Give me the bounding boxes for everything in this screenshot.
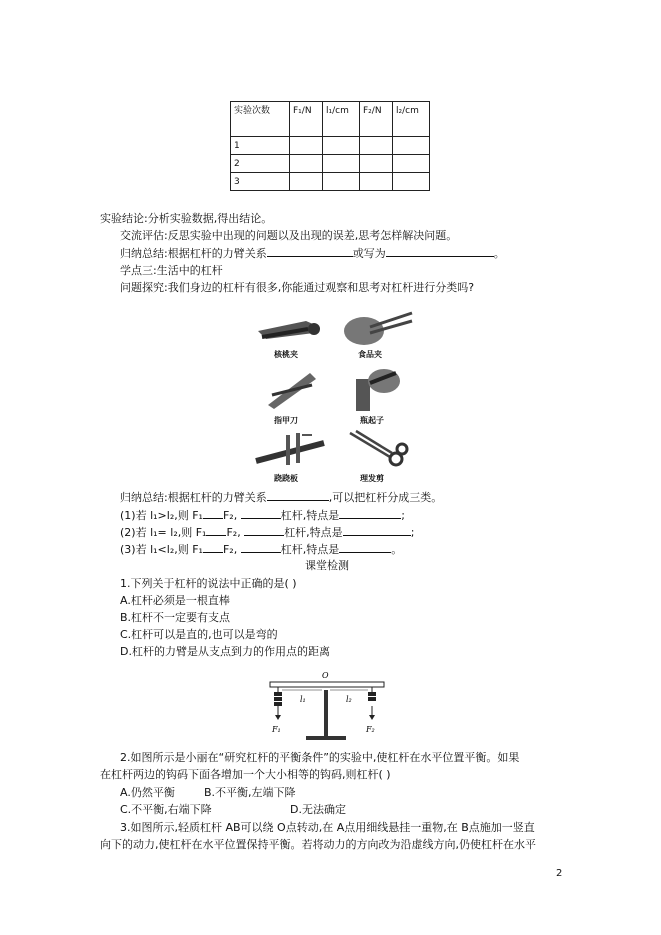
lever-balance-figure bbox=[266, 668, 402, 748]
table-header-cell: F₂/N bbox=[360, 102, 393, 137]
q2-option-c: C.不平衡,右端下降 bbox=[120, 803, 212, 816]
answer-blank bbox=[267, 246, 353, 257]
answer-blank bbox=[386, 246, 494, 257]
answer-blank bbox=[203, 508, 223, 519]
table-header-row bbox=[231, 102, 430, 137]
answer-blank bbox=[203, 542, 223, 553]
figure-label: 瓶起子 bbox=[360, 416, 384, 425]
table-row bbox=[231, 173, 430, 191]
table-cell: 1 bbox=[231, 137, 290, 155]
question-2-line2: 在杠杆两边的钩码下面各增加一个大小相等的钩码,则杠杆( ) bbox=[100, 768, 391, 781]
experiment-table bbox=[230, 101, 430, 191]
food-tongs-image bbox=[340, 307, 416, 349]
page-number: 2 bbox=[556, 868, 563, 879]
test-heading: 课堂检测 bbox=[305, 559, 349, 572]
table-cell: 3 bbox=[231, 173, 290, 191]
table-header-cell: 实验次数 bbox=[231, 102, 290, 137]
answer-blank bbox=[343, 525, 411, 536]
answer-blank bbox=[241, 508, 281, 519]
point3-heading: 学点三:生活中的杠杆 bbox=[120, 264, 223, 277]
table-header-cell: l₁/cm bbox=[323, 102, 360, 137]
force-label-left: F₁ bbox=[272, 725, 281, 734]
table-header-cell: F₁/N bbox=[290, 102, 323, 137]
table-cell: 2 bbox=[231, 155, 290, 173]
q2-option-b: B.不平衡,左端下降 bbox=[204, 786, 296, 799]
nail-clipper-image bbox=[262, 365, 322, 413]
pivot-label: O bbox=[322, 671, 329, 680]
q1-option-a: A.杠杆必须是一根直棒 bbox=[120, 594, 230, 607]
table-row bbox=[231, 155, 430, 173]
arm-label-left: l₁ bbox=[300, 695, 306, 704]
q1-option-b: B.杠杆不一定要有支点 bbox=[120, 611, 231, 624]
figure-label: 跷跷板 bbox=[274, 474, 298, 483]
answer-blank bbox=[339, 542, 391, 553]
q2-option-d: D.无法确定 bbox=[290, 803, 346, 816]
force-label-right: F₂ bbox=[366, 725, 375, 734]
answer-blank bbox=[339, 508, 401, 519]
lever-examples-figure bbox=[248, 305, 418, 485]
summary-line: 归纳总结:根据杠杆的力臂关系 或写为 。 bbox=[120, 247, 505, 260]
answer-blank bbox=[244, 525, 284, 536]
classify-case-1: (1)若 l₁>l₂,则 F₁ F₂, 杠杆,特点是 ; bbox=[120, 509, 405, 522]
table-header-cell: l₂/cm bbox=[393, 102, 430, 137]
seesaw-image bbox=[252, 429, 332, 469]
bottle-opener-image bbox=[350, 365, 406, 413]
q2-option-a: A.仍然平衡 bbox=[120, 786, 175, 799]
figure-label: 核桃夹 bbox=[274, 350, 298, 359]
classify-case-3: (3)若 l₁<l₂,则 F₁ F₂, 杠杆,特点是 。 bbox=[120, 543, 403, 556]
q1-option-d: D.杠杆的力臂是从支点到力的作用点的距离 bbox=[120, 645, 330, 658]
question-2-line1: 2.如图所示是小丽在“研究杠杆的平衡条件”的实验中,使杠杆在水平位置平衡。如果 bbox=[120, 751, 520, 764]
answer-blank bbox=[206, 525, 226, 536]
conclusion-text: 实验结论:分析实验数据,得出结论。 bbox=[100, 212, 273, 225]
table-row bbox=[231, 137, 430, 155]
classify-case-2: (2)若 l₁= l₂,则 F₁ F₂, 杠杆,特点是 ; bbox=[120, 526, 415, 539]
nutcracker-image bbox=[254, 309, 326, 347]
answer-blank bbox=[267, 490, 329, 501]
question-3-line2: 向下的动力,使杠杆在水平位置保持平衡。若将动力的方向改为沿虚线方向,仍使杠杆在水平 bbox=[100, 838, 536, 851]
answer-blank bbox=[241, 542, 281, 553]
figure-label: 指甲刀 bbox=[274, 416, 298, 425]
exchange-text: 交流评估:反思实验中出现的问题以及出现的误差,思考怎样解决问题。 bbox=[120, 229, 458, 242]
figure-label: 理发剪 bbox=[360, 474, 384, 483]
arm-label-right: l₂ bbox=[346, 695, 352, 704]
scissors-image bbox=[346, 427, 412, 471]
figure-label: 食品夹 bbox=[358, 350, 382, 359]
q1-option-c: C.杠杆可以是直的,也可以是弯的 bbox=[120, 628, 278, 641]
question-1: 1.下列关于杠杆的说法中正确的是( ) bbox=[120, 577, 297, 590]
question-3-line1: 3.如图所示,轻质杠杆 AB可以绕 O点转动,在 A点用细线悬挂一重物,在 B点施加一竖直 bbox=[120, 821, 535, 834]
question-text: 问题探究:我们身边的杠杆有很多,你能通过观察和思考对杠杆进行分类吗? bbox=[120, 281, 475, 294]
classify-intro: 归纳总结:根据杠杆的力臂关系 ,可以把杠杆分成三类。 bbox=[120, 491, 443, 504]
